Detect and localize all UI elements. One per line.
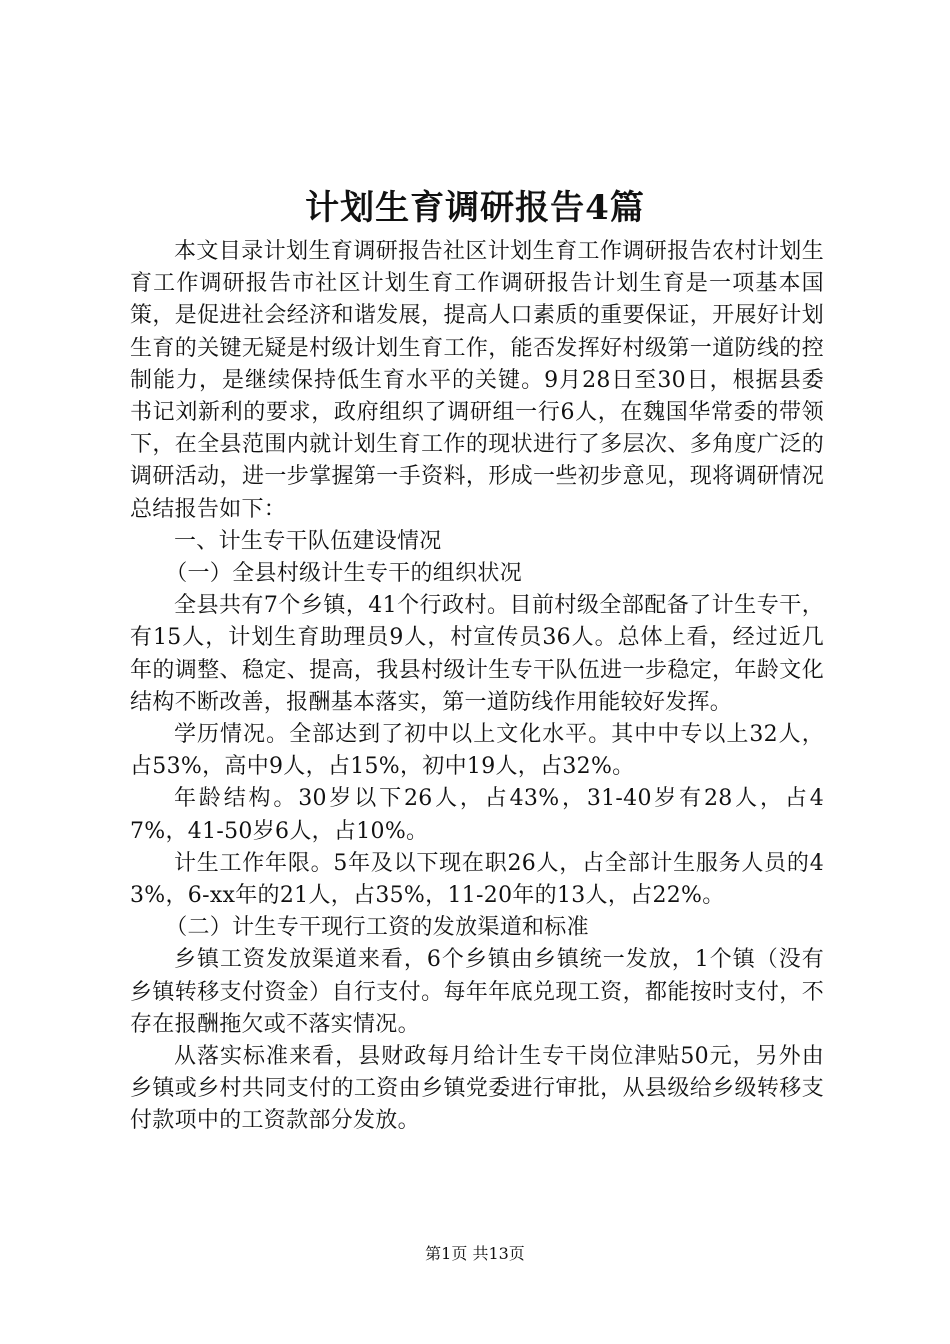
page-footer: 第1页 共13页 — [425, 1244, 525, 1263]
subsection-heading-1: （一）全县村级计生专干的组织状况 — [165, 561, 522, 587]
document-body — [130, 236, 824, 1138]
body-paragraph: 年龄结构。30岁以下26人，占43%，31-40岁有28人，占47%，41-50岁6人，占10%。 — [130, 786, 824, 844]
body-paragraph: 乡镇工资发放渠道来看，6个乡镇由乡镇统一发放，1个镇（没有乡镇转移支付资金）自行支付。每年年底兑现工资，都能按时支付，不存在报酬拖欠或不落实情况。 — [130, 947, 824, 1037]
body-paragraph: 计生工作年限。5年及以下现在职26人，占全部计生服务人员的43%，6-xx年的21人，占35%，11-20年的13人，占22%。 — [130, 850, 824, 909]
subsection-heading-2: （二）计生专干现行工资的发放渠道和标准 — [165, 915, 589, 941]
document-title: 计划生育调研报告4篇 — [305, 188, 645, 228]
body-paragraph: 全县共有7个乡镇，41个行政村。目前村级全部配备了计生专干，有15人，计划生育助理员9人，村宣传员36人。总体上看，经过近几年的调整、稳定、提高，我县村级计生专干队伍进一步稳定，年龄文化结构不断改善，报酬基本落实，第一道防线作用能较好发挥。 — [130, 593, 824, 715]
body-paragraph: 从落实标准来看，县财政每月给计生专干岗位津贴50元，另外由乡镇或乡村共同支付的工资由乡镇党委进行审批，从县级给乡级转移支付款项中的工资款部分发放。 — [130, 1044, 824, 1134]
intro-paragraph: 本文目录计划生育调研报告社区计划生育工作调研报告农村计划生育工作调研报告市社区计划生育工作调研报告计划生育是一项基本国策，是促进社会经济和谐发展，提高人口素质的重要保证，开展好计划生育的关键无疑是村级计划生育工作，能否发挥好村级第一道防线的控制能力，是继续保持低生育水平的关键。9月28日至30日，根据县委书记刘新利的要求，政府组织了调研组一行6人，在魏国华常委的带领下，在全县范围内就计划生育工作的现状进行了多层次、多角度广泛的调研活动，进一步掌握第一手资料，形成一些初步意见，现将调研情况总结报告如下： — [130, 239, 824, 522]
section-heading-1: 一、计生专干队伍建设情况 — [174, 528, 442, 554]
body-paragraph: 学历情况。全部达到了初中以上文化水平。其中中专以上32人，占53%，高中9人，占15%，初中19人，占32%。 — [130, 722, 824, 780]
